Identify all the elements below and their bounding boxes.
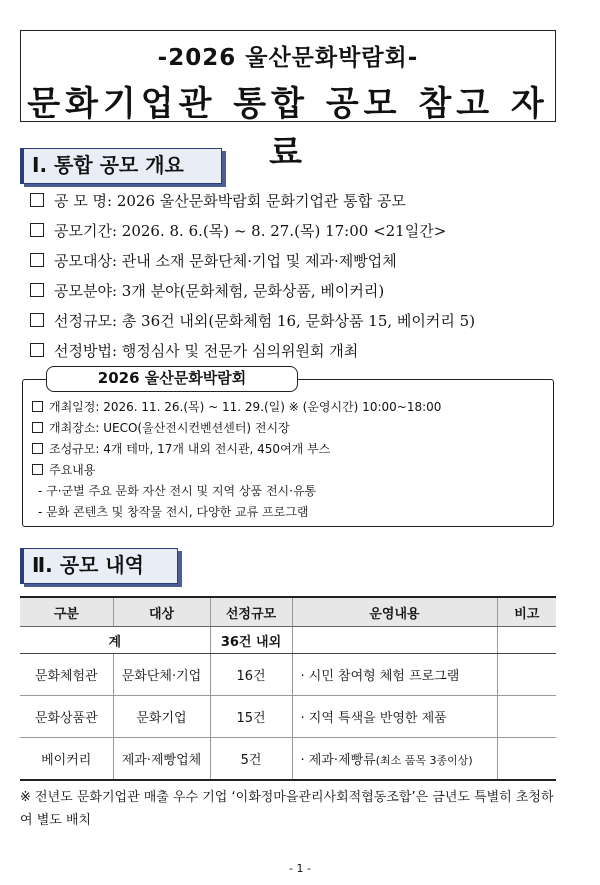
expo-info-label: 2026 울산문화박람회 xyxy=(46,366,298,392)
row-count: 5건 xyxy=(210,738,292,781)
section-heading-details: Ⅱ. 공모 내역 xyxy=(20,548,178,584)
square-bullet-icon xyxy=(32,443,43,454)
square-bullet-icon xyxy=(32,401,43,412)
checkbox-square-icon xyxy=(30,193,44,207)
row-content-text: · 시민 참여형 체험 프로그램 xyxy=(300,669,460,684)
row-target: 제과·제빵업체 xyxy=(113,738,210,781)
row-content xyxy=(292,654,497,696)
row-category: 문화상품관 xyxy=(20,696,113,738)
overview-list xyxy=(30,186,570,366)
table-header-cell: 구분 xyxy=(20,597,113,627)
table-row xyxy=(20,696,556,738)
overview-item-text: 선정규모: 총 36건 내외(문화체험 16, 문화상품 15, 베이커리 5) xyxy=(54,312,476,330)
row-remark xyxy=(497,696,556,738)
overview-item-text: 공모분야: 3개 분야(문화체험, 문화상품, 베이커리) xyxy=(54,282,385,300)
expo-line-schedule xyxy=(32,397,552,418)
overview-item-text: 공모기간: 2026. 8. 6.(목) ~ 8. 27.(목) 17:00 <21일간> xyxy=(54,222,447,240)
total-count: 36건 내외 xyxy=(210,627,292,654)
expo-line-text: 개최장소: UECO(울산전시컨벤션센터) 전시장 xyxy=(49,421,290,435)
row-count: 16건 xyxy=(210,654,292,696)
overview-item-text: 공모대상: 관내 소재 문화단체·기업 및 제과·제빵업체 xyxy=(54,252,397,270)
row-content xyxy=(292,738,497,781)
overview-item-target xyxy=(30,246,570,276)
overview-item-text: 선정방법: 행정심사 및 전문가 심의위원회 개최 xyxy=(54,342,359,360)
row-content-text: · 제과·제빵류 xyxy=(300,753,376,768)
overview-item-text: 공 모 명: 2026 울산문화박람회 문화기업관 통합 공모 xyxy=(54,192,406,210)
row-content-text: · 지역 특색을 반영한 제품 xyxy=(300,711,447,726)
table-header-row xyxy=(20,597,556,627)
row-remark xyxy=(497,738,556,781)
overview-item-method xyxy=(30,336,570,366)
total-label: 계 xyxy=(20,627,210,654)
row-content xyxy=(292,696,497,738)
table-row xyxy=(20,654,556,696)
checkbox-square-icon xyxy=(30,313,44,327)
row-target: 문화기업 xyxy=(113,696,210,738)
row-category: 문화체험관 xyxy=(20,654,113,696)
overview-item-field xyxy=(30,276,570,306)
checkbox-square-icon xyxy=(30,253,44,267)
checkbox-square-icon xyxy=(30,343,44,357)
recruitment-table xyxy=(20,596,556,781)
table-header-cell: 대상 xyxy=(113,597,210,627)
total-remark xyxy=(497,627,556,654)
overview-item-name xyxy=(30,186,570,216)
section-heading-overview: Ⅰ. 통합 공모 개요 xyxy=(20,148,222,184)
row-count: 15건 xyxy=(210,696,292,738)
row-category: 베이커리 xyxy=(20,738,113,781)
expo-line-text: 주요내용 xyxy=(49,463,96,477)
document-subtitle: -2026 울산문화박람회- xyxy=(157,45,419,71)
overview-item-scale xyxy=(30,306,570,336)
table-header-cell: 비고 xyxy=(497,597,556,627)
footnote: ※ 전년도 문화기업관 매출 우수 기업 ‘이화정마을관리사회적협동조합’은 금년도 특별히 초청하여 별도 배치 xyxy=(20,790,554,828)
expo-sub-line: - 구·군별 주요 문화 자산 전시 및 지역 상품 전시·유통 xyxy=(38,484,317,498)
row-remark xyxy=(497,654,556,696)
expo-line-text: 조성규모: 4개 테마, 17개 내외 전시관, 450여개 부스 xyxy=(49,442,331,456)
row-content-note: (최소 품목 3종이상) xyxy=(375,754,473,767)
checkbox-square-icon xyxy=(30,283,44,297)
square-bullet-icon xyxy=(32,464,43,475)
expo-info-lines xyxy=(32,397,552,523)
table-row xyxy=(20,738,556,781)
square-bullet-icon xyxy=(32,422,43,433)
expo-line-contents xyxy=(32,460,552,481)
page-number: - 1 - xyxy=(289,862,311,875)
total-content xyxy=(292,627,497,654)
expo-sub-line: - 문화 콘텐츠 및 창작물 전시, 다양한 교류 프로그램 xyxy=(38,505,309,519)
expo-line-scale xyxy=(32,439,552,460)
checkbox-square-icon xyxy=(30,223,44,237)
expo-line-venue xyxy=(32,418,552,439)
table-total-row xyxy=(20,627,556,654)
table-header-cell: 선정규모 xyxy=(210,597,292,627)
overview-item-period xyxy=(30,216,570,246)
document-title: 문화기업관 통합 공모 참고 자료 xyxy=(27,84,549,173)
expo-line-text: 개최일정: 2026. 11. 26.(목) ~ 11. 29.(일) ※ (운영시간) 10:00~18:00 xyxy=(49,400,442,414)
table-header-cell: 운영내용 xyxy=(292,597,497,627)
row-target: 문화단체·기업 xyxy=(113,654,210,696)
